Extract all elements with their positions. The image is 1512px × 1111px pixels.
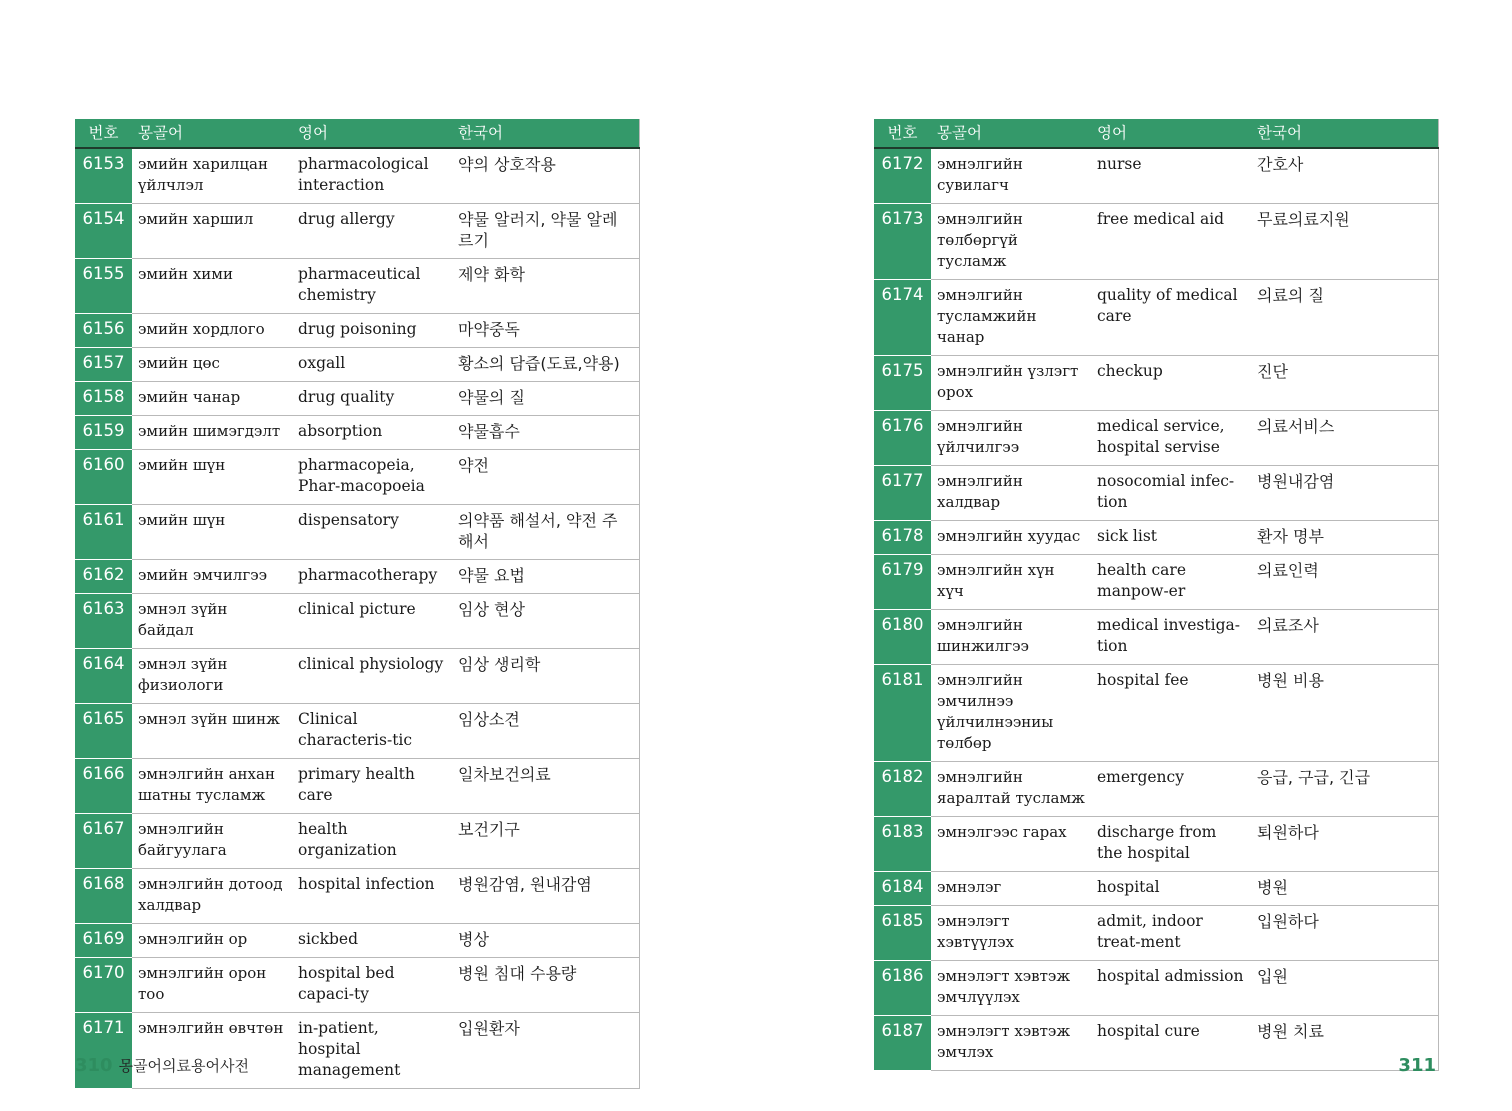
table-row [874,1016,1438,1071]
table-row [75,594,639,649]
mongolian-term: эмийн шүн [132,450,292,505]
mongolian-term: эмнэлгийн тусламжийн чанар [931,280,1091,356]
entry-number: 6173 [874,204,931,280]
table-row [75,148,639,204]
english-term: hospital [1091,872,1251,906]
korean-term: 병원 비용 [1251,665,1438,762]
left-page-table-container [75,119,639,1089]
table-row [75,204,639,259]
header-number: 번호 [75,119,132,148]
english-term: admit, indoor treat-ment [1091,906,1251,961]
english-term: health care manpow-er [1091,555,1251,610]
korean-term: 황소의 담즙(도료,약용) [452,348,639,382]
mongolian-term: эмнэлэгт хэвтүүлэх [931,906,1091,961]
english-term: drug quality [292,382,452,416]
mongolian-term: эмнэлгийн хүн хүч [931,555,1091,610]
table-row [75,348,639,382]
mongolian-term: эмийн харшил [132,204,292,259]
right-glossary-table [874,119,1439,1071]
table-row [874,204,1438,280]
entry-number: 6187 [874,1016,931,1071]
english-term: in-patient, hospital management [292,1013,452,1089]
entry-number: 6172 [874,148,931,204]
table-row [874,610,1438,665]
korean-term: 약물흡수 [452,416,639,450]
entry-number: 6175 [874,356,931,411]
mongolian-term: эмнэлгийн өвчтөн [132,1013,292,1089]
mongolian-term: эмнэлгийн эмчилнээ үйлчилнээниы төлбөр [931,665,1091,762]
table-row [874,872,1438,906]
right-page-number: 311 [1398,1055,1436,1076]
entry-number: 6155 [75,259,132,314]
english-term: nurse [1091,148,1251,204]
korean-term: 의료인력 [1251,555,1438,610]
mongolian-term: эмнэлэг [931,872,1091,906]
english-term: free medical aid [1091,204,1251,280]
entry-number: 6183 [874,817,931,872]
korean-term: 진단 [1251,356,1438,411]
table-row [874,148,1438,204]
korean-term: 보건기구 [452,814,639,869]
table-row [874,762,1438,817]
left-table-header [75,119,639,148]
korean-term: 의약품 해설서, 약전 주해서 [452,505,639,560]
korean-term: 병원감염, 원내감염 [452,869,639,924]
entry-number: 6174 [874,280,931,356]
korean-term: 임상 생리학 [452,649,639,704]
korean-term: 병원내감염 [1251,466,1438,521]
english-term: hospital infection [292,869,452,924]
entry-number: 6164 [75,649,132,704]
entry-number: 6166 [75,759,132,814]
table-row [75,958,639,1013]
english-term: medical investiga-tion [1091,610,1251,665]
english-term: hospital bed capaci-ty [292,958,452,1013]
english-term: nosocomial infec-tion [1091,466,1251,521]
table-row [75,1013,639,1089]
header-english: 영어 [1091,119,1251,148]
table-row [75,259,639,314]
english-term: emergency [1091,762,1251,817]
entry-number: 6185 [874,906,931,961]
table-row [874,817,1438,872]
mongolian-term: эмнэлгийн сувилагч [931,148,1091,204]
entry-number: 6176 [874,411,931,466]
english-term: pharmacotherapy [292,560,452,594]
table-row [75,704,639,759]
korean-term: 약물의 질 [452,382,639,416]
korean-term: 제약 화학 [452,259,639,314]
english-term: dispensatory [292,505,452,560]
english-term: oxgall [292,348,452,382]
mongolian-term: эмнэлгийн хуудас [931,521,1091,555]
entry-number: 6159 [75,416,132,450]
table-row [75,924,639,958]
mongolian-term: эмнэлгийн байгуулага [132,814,292,869]
english-term: primary health care [292,759,452,814]
korean-term: 입원환자 [452,1013,639,1089]
table-row [874,466,1438,521]
english-term: pharmacological interaction [292,148,452,204]
header-korean: 한국어 [1251,119,1438,148]
entry-number: 6154 [75,204,132,259]
entry-number: 6177 [874,466,931,521]
mongolian-term: эмнэлгийн шинжилгээ [931,610,1091,665]
korean-term: 무료의료지원 [1251,204,1438,280]
english-term: drug poisoning [292,314,452,348]
english-term: clinical physiology [292,649,452,704]
korean-term: 의료조사 [1251,610,1438,665]
table-row [874,961,1438,1016]
mongolian-term: эмийн шимэгдэлт [132,416,292,450]
english-term: health organization [292,814,452,869]
table-row [874,906,1438,961]
korean-term: 병원 [1251,872,1438,906]
entry-number: 6158 [75,382,132,416]
mongolian-term: эмнэлэгт хэвтэж эмчлэх [931,1016,1091,1071]
entry-number: 6162 [75,560,132,594]
mongolian-term: эмийн харилцан үйлчлэл [132,148,292,204]
entry-number: 6161 [75,505,132,560]
korean-term: 일차보건의료 [452,759,639,814]
english-term: quality of medical care [1091,280,1251,356]
korean-term: 임상 현상 [452,594,639,649]
english-term: sick list [1091,521,1251,555]
table-row [874,280,1438,356]
korean-term: 의료의 질 [1251,280,1438,356]
table-row [75,416,639,450]
header-korean: 한국어 [452,119,639,148]
korean-term: 퇴원하다 [1251,817,1438,872]
entry-number: 6157 [75,348,132,382]
english-term: hospital fee [1091,665,1251,762]
english-term: hospital cure [1091,1016,1251,1071]
english-term: sickbed [292,924,452,958]
mongolian-term: эмийн хими [132,259,292,314]
mongolian-term: эмийн чанар [132,382,292,416]
table-row [75,450,639,505]
entry-number: 6153 [75,148,132,204]
table-row [75,869,639,924]
korean-term: 환자 명부 [1251,521,1438,555]
entry-number: 6170 [75,958,132,1013]
table-row [75,314,639,348]
korean-term: 약의 상호작용 [452,148,639,204]
english-term: discharge from the hospital [1091,817,1251,872]
english-term: clinical picture [292,594,452,649]
entry-number: 6169 [75,924,132,958]
korean-term: 입원 [1251,961,1438,1016]
table-row [75,382,639,416]
english-term: absorption [292,416,452,450]
mongolian-term: эмийн цөс [132,348,292,382]
left-table-body [75,148,639,1089]
english-term: Clinical characteris-tic [292,704,452,759]
header-mongolian: 몽골어 [931,119,1091,148]
mongolian-term: эмнэлгийн дотоод халдвар [132,869,292,924]
english-term: drug allergy [292,204,452,259]
entry-number: 6163 [75,594,132,649]
mongolian-term: эмнэл зүйн байдал [132,594,292,649]
right-table-header [874,119,1438,148]
table-row [75,560,639,594]
entry-number: 6156 [75,314,132,348]
right-page-table-container [874,119,1438,1071]
entry-number: 6180 [874,610,931,665]
mongolian-term: эмнэлгээс гарах [931,817,1091,872]
header-mongolian: 몽골어 [132,119,292,148]
mongolian-term: эмнэлгийн үзлэгт орох [931,356,1091,411]
mongolian-term: эмийн эмчилгээ [132,560,292,594]
entry-number: 6167 [75,814,132,869]
mongolian-term: эмнэлгийн орон тоо [132,958,292,1013]
table-row [874,555,1438,610]
left-page-footer [75,1055,249,1076]
mongolian-term: эмнэлгийн халдвар [931,466,1091,521]
mongolian-term: эмнэлгийн яаралтай тусламж [931,762,1091,817]
entry-number: 6178 [874,521,931,555]
korean-term: 병원 치료 [1251,1016,1438,1071]
table-row [874,521,1438,555]
mongolian-term: эмнэлгийн төлбөргүй тусламж [931,204,1091,280]
korean-term: 약전 [452,450,639,505]
mongolian-term: эмнэл зүйн шинж [132,704,292,759]
english-term: hospital admission [1091,961,1251,1016]
korean-term: 약물 알러지, 약물 알레르기 [452,204,639,259]
korean-term: 간호사 [1251,148,1438,204]
mongolian-term: эмнэлгийн үйлчилгээ [931,411,1091,466]
korean-term: 의료서비스 [1251,411,1438,466]
korean-term: 응급, 구급, 긴급 [1251,762,1438,817]
header-english: 영어 [292,119,452,148]
book-title: 몽골어의료용어사전 [118,1057,249,1075]
mongolian-term: эмнэлэгт хэвтэж эмчлүүлэх [931,961,1091,1016]
english-term: medical service, hospital servise [1091,411,1251,466]
english-term: pharmaceutical chemistry [292,259,452,314]
korean-term: 마약중독 [452,314,639,348]
entry-number: 6186 [874,961,931,1016]
mongolian-term: эмнэл зүйн физиологи [132,649,292,704]
table-row [75,814,639,869]
korean-term: 병상 [452,924,639,958]
header-number: 번호 [874,119,931,148]
entry-number: 6181 [874,665,931,762]
korean-term: 입원하다 [1251,906,1438,961]
table-row [75,505,639,560]
entry-number: 6184 [874,872,931,906]
right-table-body [874,148,1438,1071]
mongolian-term: эмийн шүн [132,505,292,560]
entry-number: 6168 [75,869,132,924]
table-row [874,665,1438,762]
entry-number: 6160 [75,450,132,505]
table-row [75,759,639,814]
korean-term: 임상소견 [452,704,639,759]
left-glossary-table [75,119,640,1089]
table-row [874,411,1438,466]
korean-term: 병원 침대 수용량 [452,958,639,1013]
mongolian-term: эмийн хордлого [132,314,292,348]
english-term: pharmacopeia, Phar-macopoeia [292,450,452,505]
korean-term: 약물 요법 [452,560,639,594]
entry-number: 6179 [874,555,931,610]
table-row [874,356,1438,411]
entry-number: 6182 [874,762,931,817]
entry-number: 6165 [75,704,132,759]
mongolian-term: эмнэлгийн ор [132,924,292,958]
left-page-number: 310 [75,1055,113,1076]
mongolian-term: эмнэлгийн анхан шатны тусламж [132,759,292,814]
english-term: checkup [1091,356,1251,411]
entry-number: 6171 [75,1013,132,1089]
table-row [75,649,639,704]
